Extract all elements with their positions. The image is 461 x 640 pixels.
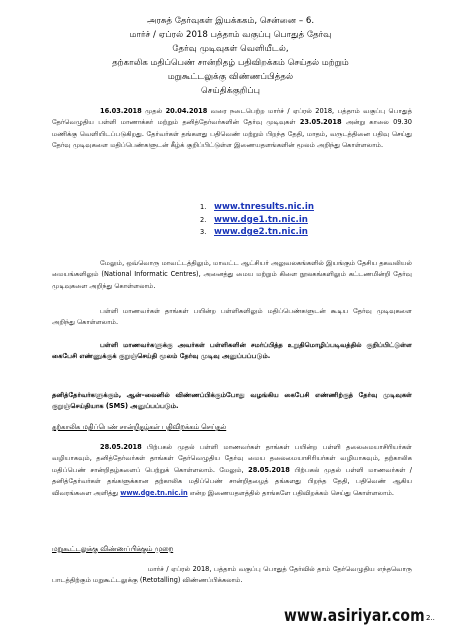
header-line-1: அரசுத் தேர்வுகள் இயக்ககம், சென்னை – 6. <box>146 16 315 26</box>
result-date: 23.05.2018 <box>299 118 342 127</box>
school-sms-paragraph: பள்ளி மாணவர்களுக்கு அவர்கள் பள்ளிகளின் சமர்ப்பித்த உறுதிமொழிப்படிவத்தில் குறிப்பிட்டுள்ள கைபேசி எண்ணுக்குக் குறுஞ்செய்தி மூலம் தேர்வு முடிவு அனுப்பப்படும். <box>52 341 412 361</box>
results-announcement-paragraph: 16.03.2018 முதல் 20.04.2018 வரை நடைபெற்ற மார்ச் / ஏப்ரல் 2018, பத்தாம் வகுப்பு பொதுத் தேர்வெழுதிய பள்ளி மாணாக்கர் மற்றும் தனித்தேர்வர்களின் தேர்வு முடிவுகள் 23.05.2018 அன்று காலை 09.30 மணிக்கு வெளியிடப்படுகிறது. தேர்வர்கள் தங்களது பதிவெண் மற்றும் பிறந்த தேதி, மாதம், வருடத்தினை பதிவு செய்து தேர்வு முடிவுகளை மதிப்பெண்களுடன் கீழ்க் குறிப்பிட்டுள்ள இணையதளங்களின் மூலம் அறிந்து கொள்ளலாம். <box>52 107 412 150</box>
provisional-certificate-paragraph: 28.05.2018 பிற்பகல் முதல் பள்ளி மாணவர்கள் தாங்கள் பயின்ற பள்ளி தலைமையாசிரியர்கள் வழியாகவும், தனித்தேர்வர்கள் தாங்கள் தேர்வெழுதிய தேர்வு மைய தலைமையாசிரியர்கள் வழியாகவும், தற்காலிக மதிப்பெண் சான்றிதழ்களைப் பெற்றுக் கொள்ளலாம். மேலும், 28.05.2018 பிற்பகல் முதல் பள்ளி மாணவர்கள் / தனித்தேர்வர்கள் தங்களுக்கான தற்காலிக மதிப்பெண் சான்றிதழைத் தங்களது பிறந்த தேதி, பதிவெண் ஆகிய விவரங்களை அளித்து www.dge.tn.nic.in என்ற இணையதளத்தில் தாங்களே பதிவிறக்கம் செய்து கொள்ளலாம். <box>52 443 412 497</box>
retotalling-paragraph: மார்ச் / ஏப்ரல் 2018, பத்தாம் வகுப்பு பொதுத் தேர்வில் தாம் தேர்வெழுதிய எந்தவொரு பாடத்திற்கும் மறுகூட்டலுக்கு (Retotalling) விண்ணப்பிக்கலாம். <box>52 565 412 585</box>
site-watermark: www.asiriyar.com <box>284 606 425 626</box>
exam-start-date: 16.03.2018 <box>100 107 142 115</box>
dge-website-link[interactable]: www.dge.tn.nic.in <box>120 488 188 497</box>
list-item: 3. www.dge2.tn.nic.in <box>200 227 308 238</box>
list-item: 2. www.dge1.tn.nic.in <box>200 214 308 225</box>
website-list <box>200 201 314 239</box>
document-header <box>60 14 401 98</box>
list-item: 1. www.tnresults.nic.in <box>200 202 314 212</box>
header-line-5: மறுகூட்டலுக்கு விண்ணப்பித்தல் <box>167 72 294 82</box>
nic-centres-paragraph: மேலும், ஒவ்வொரு மாவட்டத்திலும், மாவட்ட ஆட்சியர் அலுவலகங்களில் இயங்கும் தேசிய தகவலியல் மையங்களிலும் (National Informatic Centres), அனைத்து மைய மற்றும் கிளை நூலகங்களிலும் கட்டணமின்றி தேர்வு முடிவுகளை அறிந்து கொள்ளலாம். <box>52 259 412 290</box>
website-link-2[interactable]: www.dge1.tn.nic.in <box>214 214 308 225</box>
header-line-6: செய்திக்குறிப்பு <box>200 86 261 96</box>
private-candidate-sms-paragraph: தனித்தேர்வர்களுக்கும், ஆன்–லைனில் விண்ணப்பிக்கும்போது வழங்கிய கைபேசி எண்ணிற்குத் தேர்வு முடிவுகள் குறுஞ்செய்தியாக (SMS) அனுப்பப்படும். <box>52 391 412 411</box>
provisional-certificate-heading: தற்காலிக மதிப்பெண் சான்றிதழ்கள் பதிவிறக்கம் செய்தல் <box>52 423 227 431</box>
website-link-1[interactable]: www.tnresults.nic.in <box>214 202 314 212</box>
header-line-2: மார்ச் / ஏப்ரல் 2018 பத்தாம் வகுப்பு பொதுத் தேர்வு <box>129 30 332 40</box>
certificate-date-2: 28.05.2018 <box>248 465 290 474</box>
certificate-date-1: 28.05.2018 <box>100 443 142 451</box>
header-line-3: தேர்வு முடிவுகள் வெளியீடல், <box>172 44 289 54</box>
header-line-4: தற்காலிக மதிப்பெண் சான்றிதழ் பதிவிறக்கம் செய்தல் மற்றும் <box>112 58 349 68</box>
retotalling-heading: மறுகூட்டலுக்கு விண்ணப்பிக்கும் முறை <box>52 545 174 553</box>
page-number: 2.. <box>426 614 435 622</box>
school-results-paragraph: பள்ளி மாணவர்கள் தாங்கள் பயின்ற பள்ளிகளிலும் மதிப்பெண்களுடன் கூடிய தேர்வு முடிவுகளை அறிந்து கொள்ளலாம். <box>52 307 412 327</box>
exam-end-date: 20.04.2018 <box>165 107 208 115</box>
website-link-3[interactable]: www.dge2.tn.nic.in <box>214 227 308 238</box>
